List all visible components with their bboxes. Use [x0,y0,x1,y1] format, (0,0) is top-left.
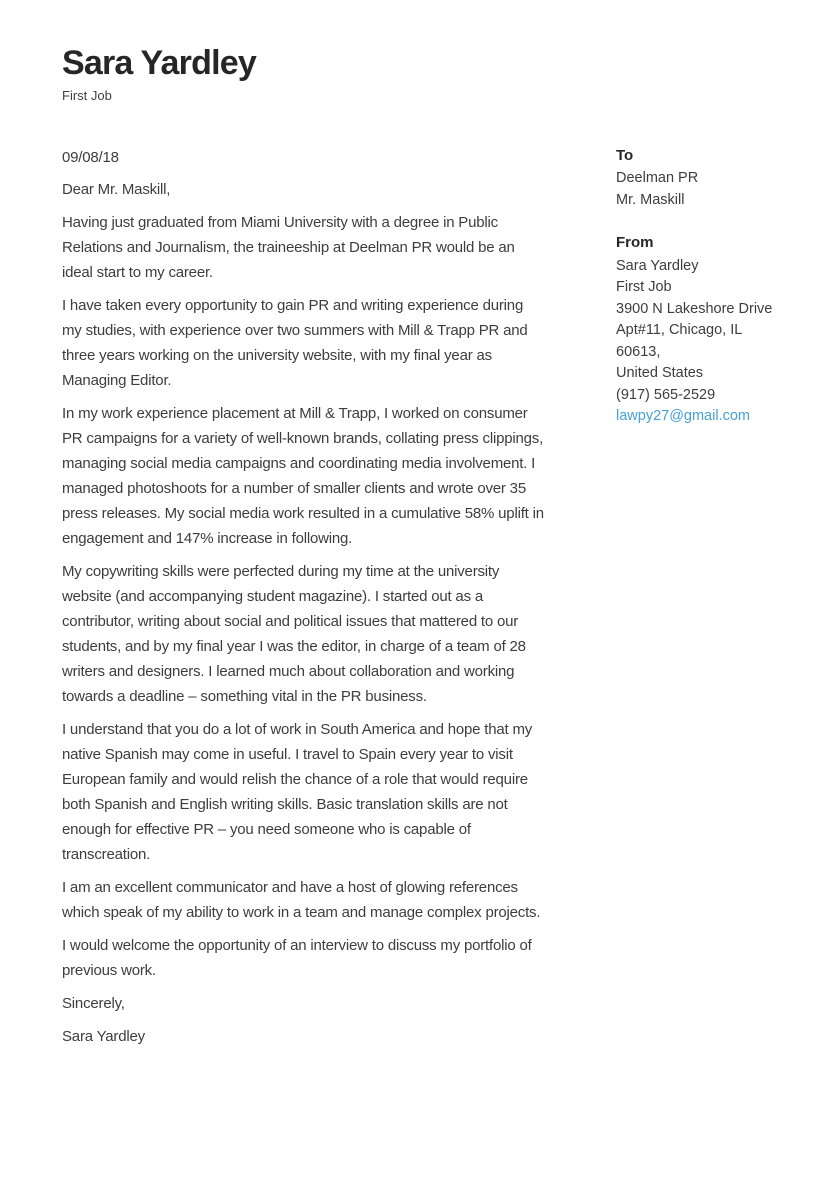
recipient-company: Deelman PR [616,170,699,187]
letter-paragraph-4: My copywriting skills were perfected during my time at the university website (and accompanying student magazine). I started out as a contributor, writing about social and political issues that mattered to our students, and by my final year I was the editor, in charge of a team of 28 writers and designers. I learned much about collaboration and working towards a deadline – something vital in the PR business. [62,562,526,705]
sender-heading: From [616,234,654,252]
letter-paragraph-5: I understand that you do a lot of work in South America and hope that my native Spanish may come in useful. I travel to Spain every year to visit European family and would relish the chance of a role that would require both Spanish and English writing skills. Basic translation skills are not enough for effective PR – you need someone who is capable of transcreation. [62,720,533,863]
sender-address-country: United States [616,365,704,382]
recipient-heading: To [616,146,634,164]
sender-job-title: First Job [616,279,672,296]
candidate-job-title: First Job [62,87,112,103]
sender-address-city: Apt#11, Chicago, IL 60613, [616,322,742,360]
letter-closing: Sincerely, [62,994,125,1012]
letter-columns [62,145,778,1057]
candidate-name: Sara Yardley [62,44,256,82]
letter-paragraph-6: I am an excellent communicator and have a host of glowing references which speak of my ability to work in a team and manage complex projects. [62,878,541,921]
letter-paragraph-2: I have taken every opportunity to gain PR and writing experience during my studies, with experience over two summers with Mill & Trapp PR and three years working on the university website, with my final year as Managing Editor. [62,296,528,389]
letter-signature: Sara Yardley [62,1027,145,1045]
sender-email-link[interactable]: lawpy27@gmail.com [616,408,750,425]
sender-address-street: 3900 N Lakeshore Drive [616,300,773,317]
letter-meta-sidebar [616,145,778,428]
letter-paragraph-1: Having just graduated from Miami University with a degree in Public Relations and Journalism, the traineeship at Deelman PR would be an ideal start to my career. [62,213,515,281]
letter-body [62,145,546,1057]
letter-salutation: Dear Mr. Maskill, [62,180,171,198]
sender-block [616,232,778,428]
sender-phone: (917) 565-2529 [616,386,716,403]
letter-paragraph-7: I would welcome the opportunity of an interview to discuss my portfolio of previous work. [62,936,532,979]
recipient-contact: Mr. Maskill [616,191,685,208]
recipient-block [616,145,778,212]
sender-name: Sara Yardley [616,257,699,274]
letter-header [62,46,778,103]
letter-date: 09/08/18 [62,148,119,166]
letter-paragraph-3: In my work experience placement at Mill & Trapp, I worked on consumer PR campaigns for a variety of well-known brands, collating press clippings, managing social media campaigns and coordinating media involvement. I managed photoshoots for a number of smaller clients and wrote over 35 press releases. My social media work resulted in a cumulative 58% uplift in engagement and 147% increase in following. [62,404,544,547]
